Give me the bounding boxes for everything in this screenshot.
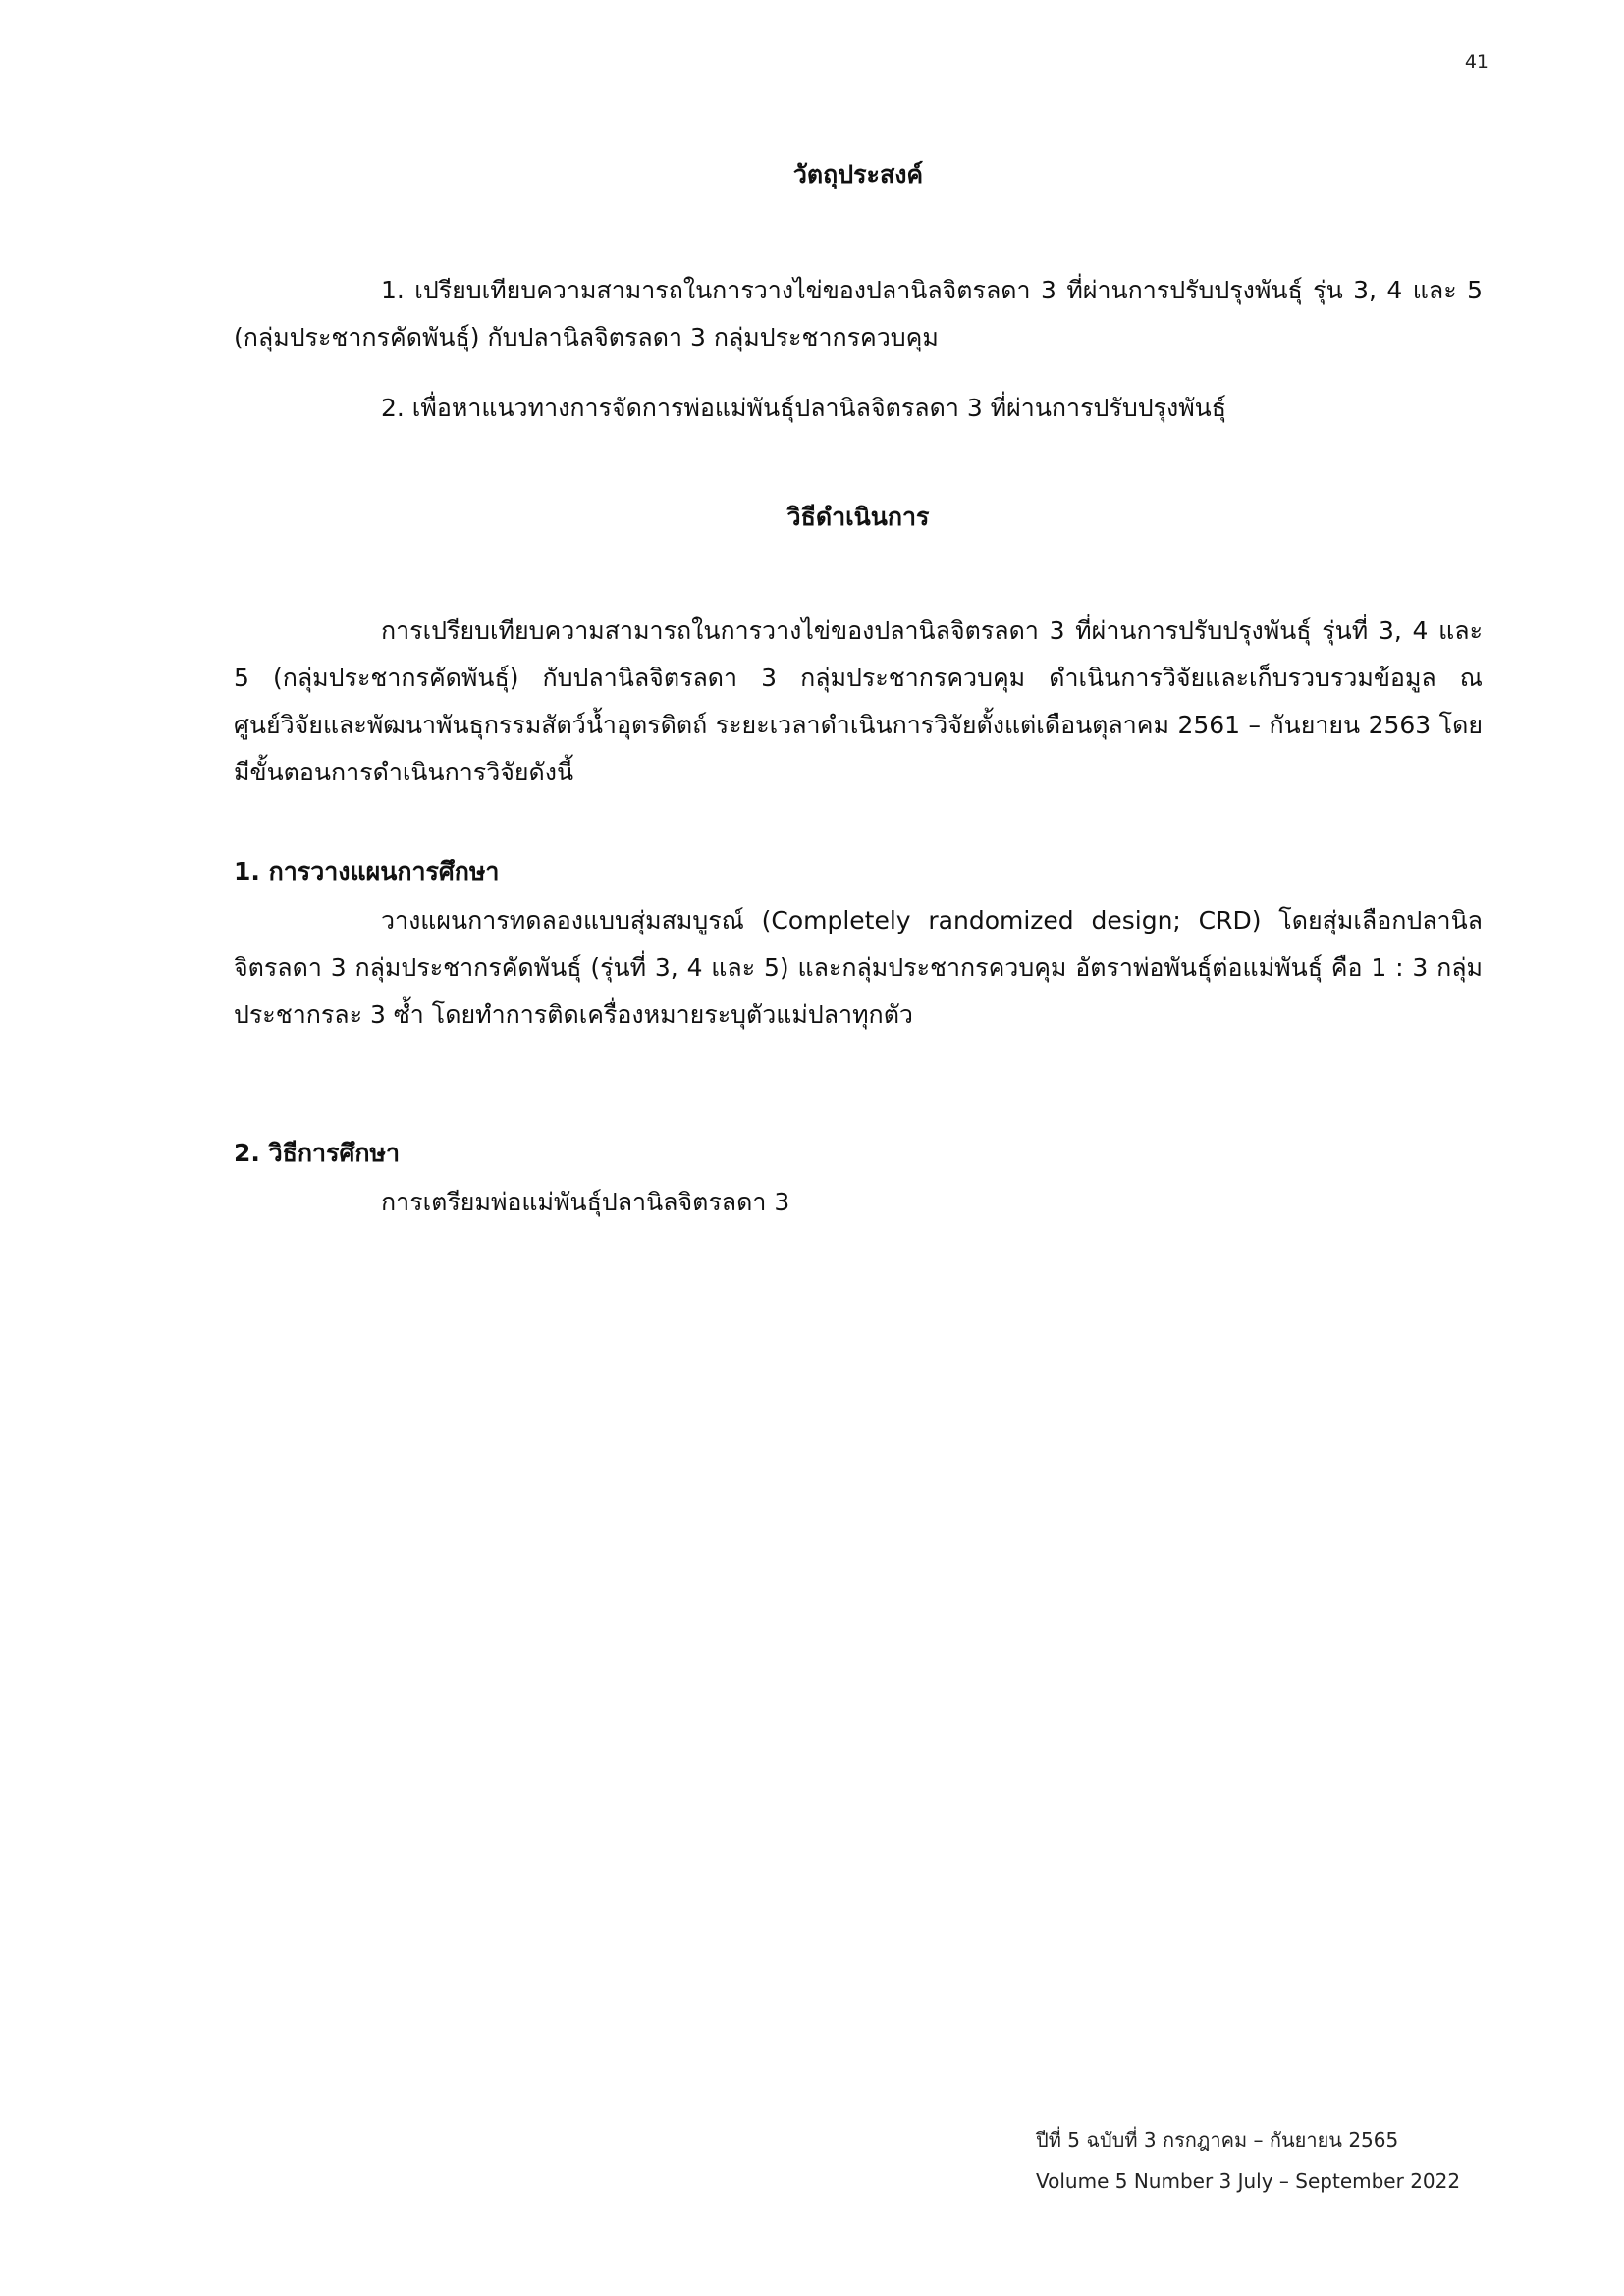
methods-intro: การเปรียบเทียบความสามารถในการวางไข่ของปลานิลจิตรลดา 3 ที่ผ่านการปรับปรุงพันธุ์ รุ่นที่ 3, 4 และ 5 (กลุ่มประชากรคัดพันธุ์) กับปลานิลจิตรลดา 3 กลุ่มประชากรควบคุม ดำเนินการวิจัยและเก็บรวบรวมข้อมูล ณ ศูนย์วิจัยและพัฒนาพันธุกรรมสัตว์น้ำอุตรดิตถ์ ระยะเวลาดำเนินการวิจัยตั้งแต่เดือนตุลาคม 2561 – กันยายน 2563 โดยมีขั้นตอนการดำเนินการวิจัยดังนี้ [234, 616, 1483, 786]
footer-thai: ปีที่ 5 ฉบับที่ 3 กรกฎาคม – กันยายน 2565 [1036, 2128, 1399, 2152]
page-number: 41 [1464, 51, 1489, 73]
section-1-text: วางแผนการทดลองแบบสุ่มสมบูรณ์ (Completely randomized design; CRD) โดยสุ่มเลือกปลานิลจิตรลดา 3 กลุ่มประชากรคัดพันธุ์ (รุ่นที่ 3, 4 และ 5) และกลุ่มประชากรควบคุม อัตราพ่อพันธุ์ต่อแม่พันธุ์ คือ 1 : 3 กลุ่มประชากรละ 3 ซ้ำ โดยทำการติดเครื่องหมายระบุตัวแม่ปลาทุกตัว [234, 906, 1483, 1029]
objective-item-1: 1. เปรียบเทียบความสามารถในการวางไข่ของปลานิลจิตรลดา 3 ที่ผ่านการปรับปรุงพันธุ์ รุ่น 3, 4 และ 5 (กลุ่มประชากรคัดพันธุ์) กับปลานิลจิตรลดา 3 กลุ่มประชากรควบคุม [234, 276, 1483, 351]
footer-english: Volume 5 Number 3 July – September 2022 [1036, 2169, 1461, 2193]
section-1-title: 1. การวางแผนการศึกษา [234, 857, 500, 885]
section-2-text: การเตรียมพ่อแม่พันธุ์ปลานิลจิตรลดา 3 [381, 1188, 790, 1216]
section-2-title: 2. วิธีการศึกษา [234, 1139, 401, 1167]
methods-heading: วิธีดำเนินการ [786, 503, 930, 531]
objective-item-2: 2. เพื่อหาแนวทางการจัดการพ่อแม่พันธุ์ปลานิลจิตรลดา 3 ที่ผ่านการปรับปรุงพันธุ์ [381, 394, 1227, 422]
objectives-heading: วัตถุประสงค์ [792, 160, 924, 188]
